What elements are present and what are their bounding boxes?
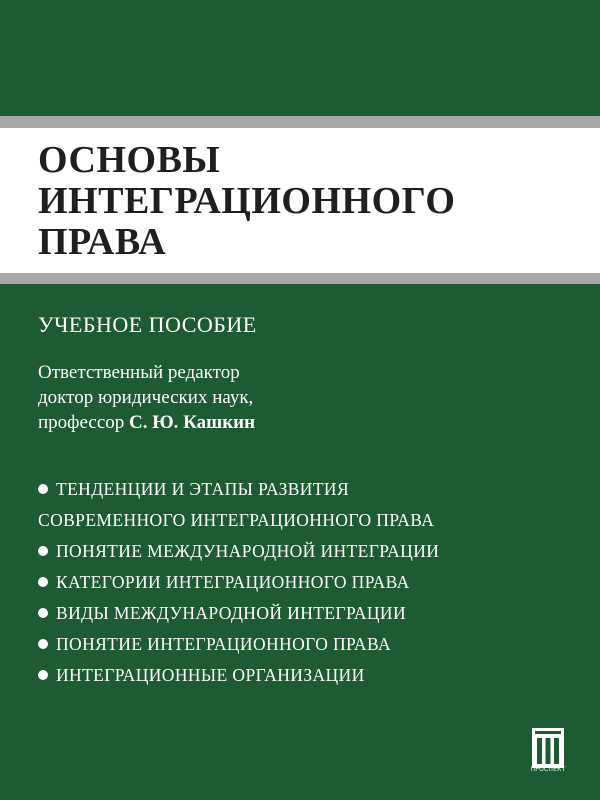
- bullet-icon: [38, 639, 48, 649]
- bullet-icon: [38, 546, 48, 556]
- topic-text: ПОНЯТИЕ ИНТЕГРАЦИОННОГО ПРАВА: [56, 634, 391, 654]
- top-gray-stripe: [0, 116, 600, 128]
- editor-title: профессор: [38, 412, 130, 433]
- title-line-2: ИНТЕГРАЦИОННОГО: [38, 180, 456, 222]
- topic-item: [38, 536, 439, 567]
- topic-text: ПОНЯТИЕ МЕЖДУНАРОДНОЙ ИНТЕГРАЦИИ: [56, 541, 440, 561]
- topic-item: [38, 598, 439, 629]
- topics-list: [38, 474, 439, 691]
- editor-line-1: Ответственный редактор: [38, 362, 240, 383]
- editor-name: С. Ю. Кашкин: [129, 412, 256, 433]
- bullet-icon: [38, 577, 48, 587]
- editor-line-3: [38, 410, 255, 435]
- bullet-icon: [38, 670, 48, 680]
- bottom-gray-stripe: [0, 273, 600, 284]
- publisher-name: ПРОСПЕКТ: [530, 766, 566, 773]
- topic-text: СОВРЕМЕННОГО ИНТЕГРАЦИОННОГО ПРАВА: [38, 510, 435, 530]
- topic-item-continuation: [38, 505, 439, 536]
- bullet-icon: [38, 608, 48, 618]
- bullet-icon: [38, 484, 48, 494]
- topic-item: [38, 629, 439, 660]
- topic-text: ВИДЫ МЕЖДУНАРОДНОЙ ИНТЕГРАЦИИ: [56, 603, 406, 623]
- topic-item: [38, 474, 439, 505]
- book-subtitle: УЧЕБНОЕ ПОСОБИЕ: [38, 312, 257, 337]
- topic-item: [38, 567, 439, 598]
- editor-line-2: доктор юридических наук,: [38, 387, 254, 408]
- topic-text: ИНТЕГРАЦИОННЫЕ ОРГАНИЗАЦИИ: [56, 665, 365, 685]
- topic-text: КАТЕГОРИИ ИНТЕГРАЦИОННОГО ПРАВА: [56, 572, 410, 592]
- title-line-1: ОСНОВЫ: [38, 139, 221, 181]
- topic-item: [38, 660, 439, 691]
- title-line-3: ПРАВА: [38, 221, 167, 263]
- book-title: [38, 140, 455, 263]
- editor-block: [38, 360, 255, 435]
- topic-text: ТЕНДЕНЦИИ И ЭТАПЫ РАЗВИТИЯ: [56, 479, 350, 499]
